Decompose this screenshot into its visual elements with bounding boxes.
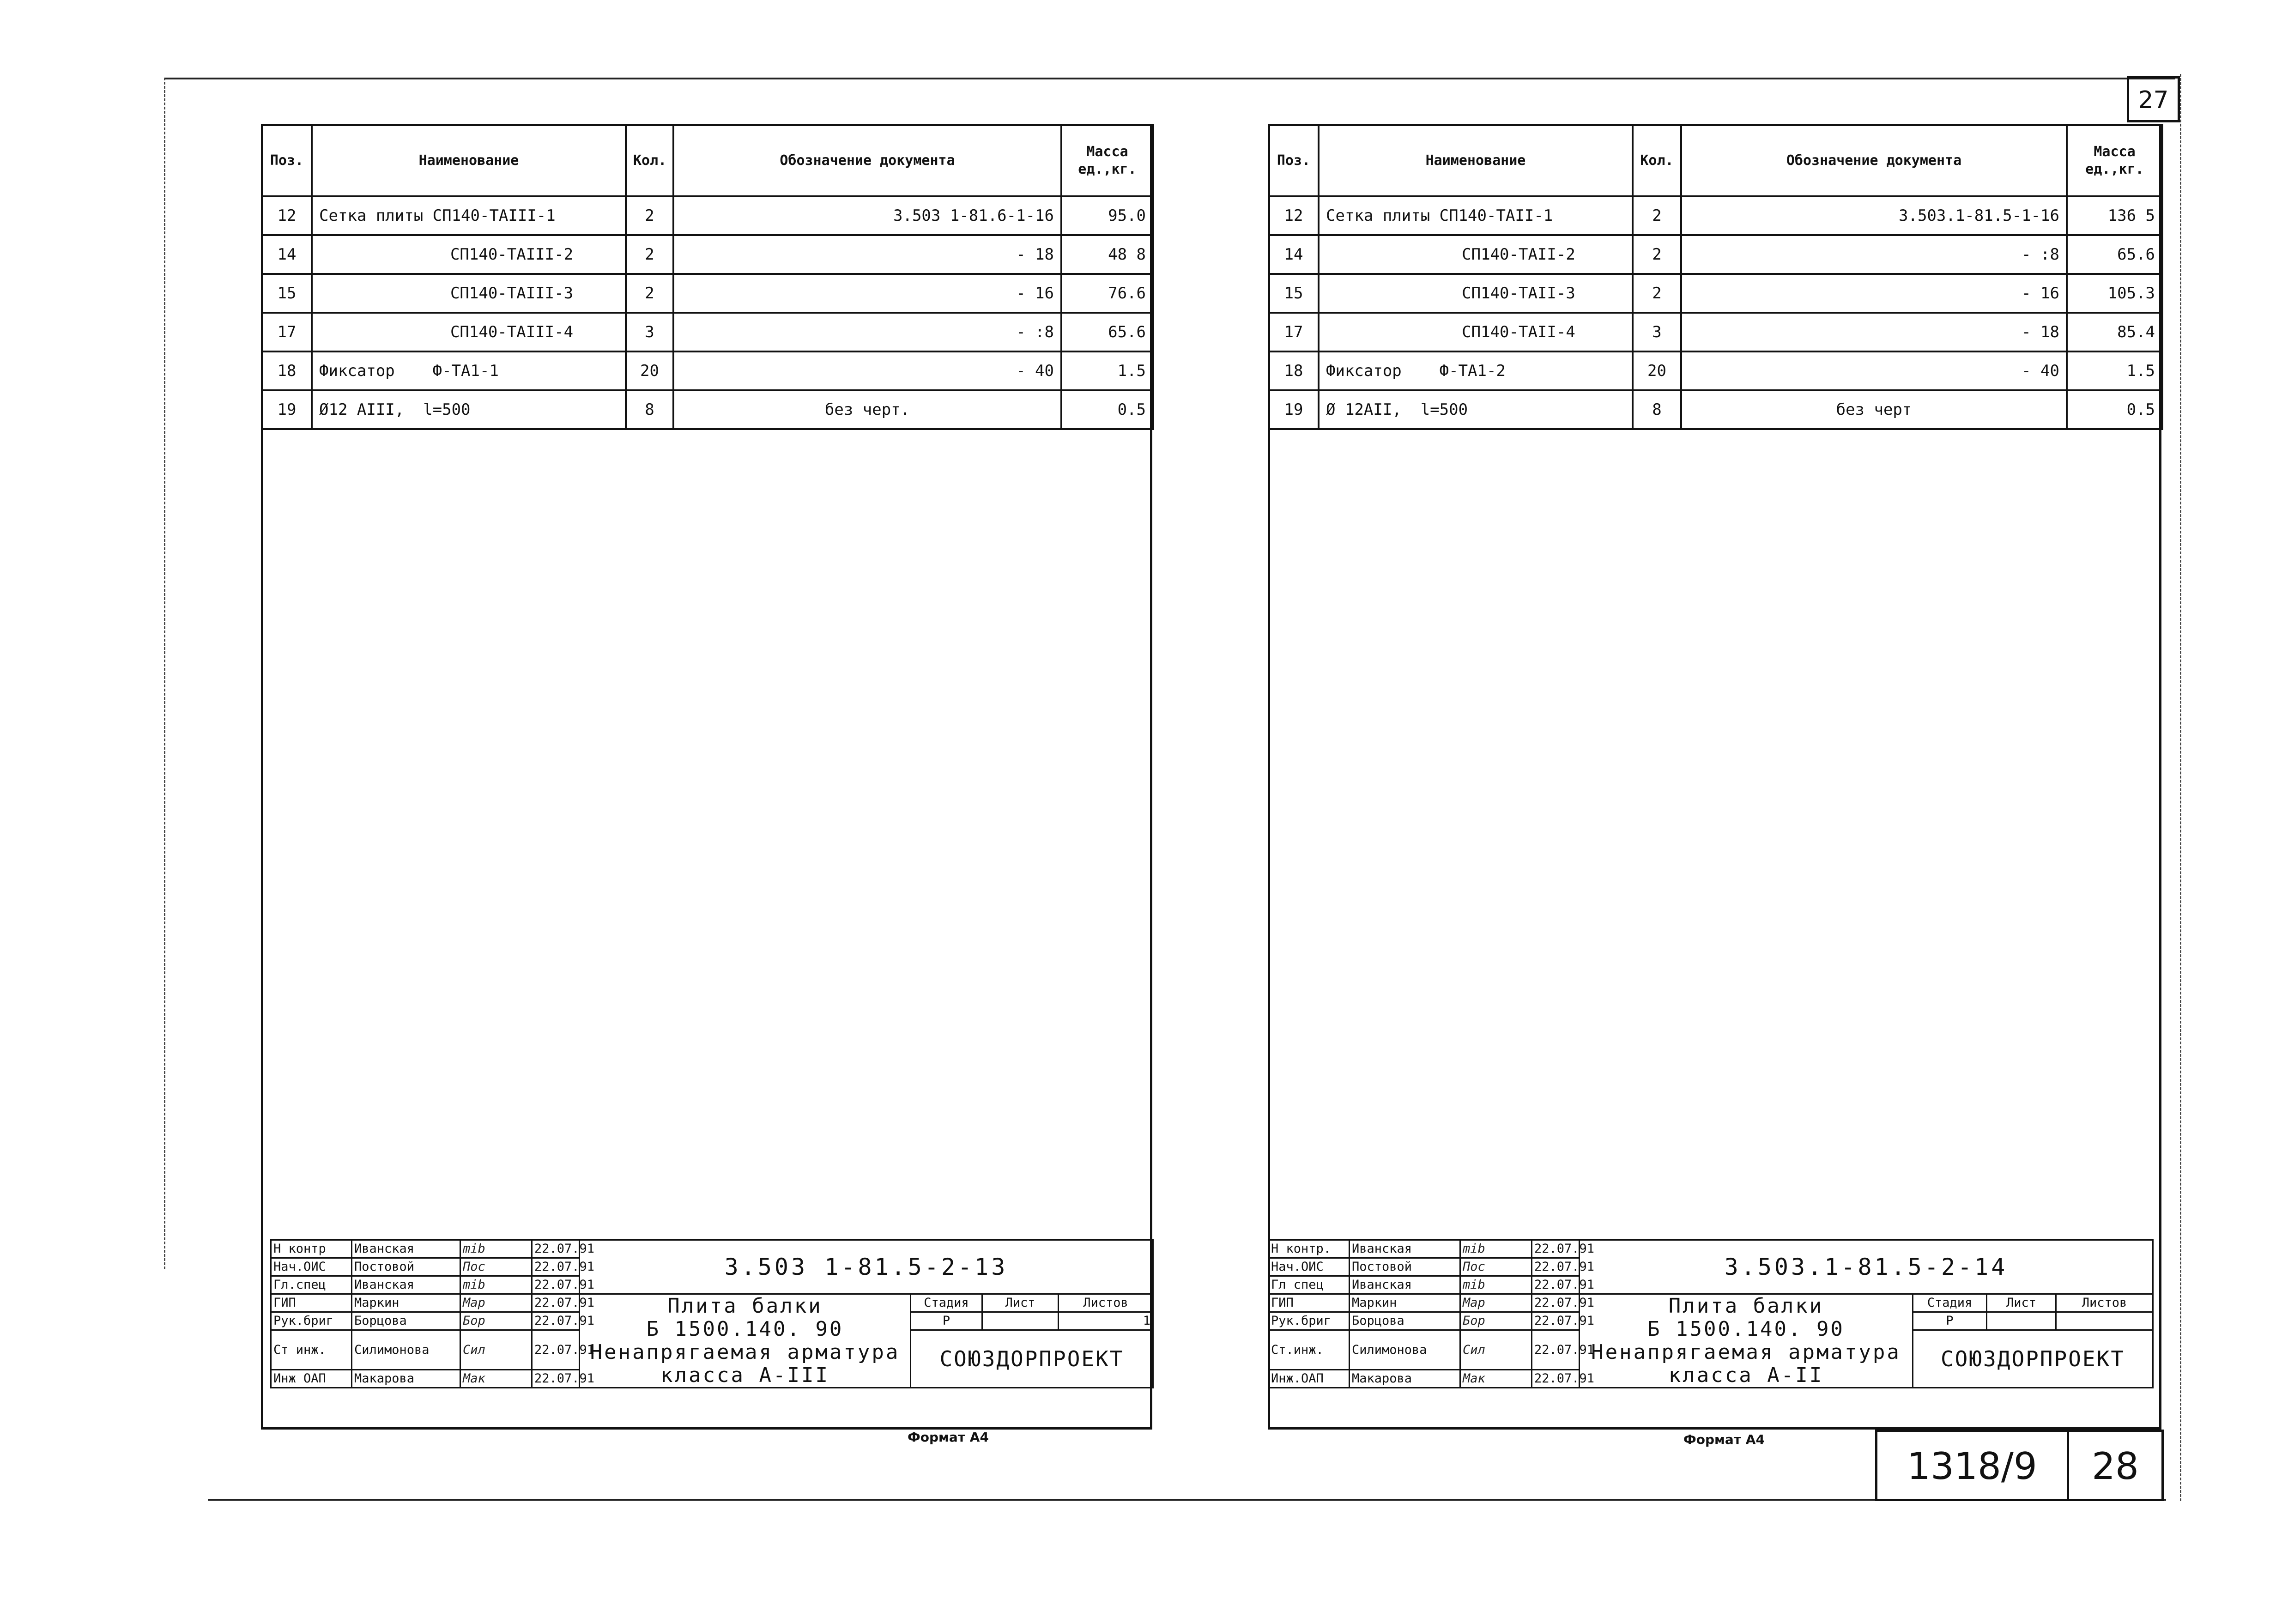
stamp-stage: Р	[911, 1312, 982, 1330]
cell-doc: без черт.	[673, 390, 1061, 429]
cell-doc: - 18	[673, 235, 1061, 274]
stamp-date: 22.07.91	[1532, 1240, 1580, 1258]
stamp-stage: Р	[1913, 1312, 1987, 1330]
cell-qty: 20	[1633, 351, 1681, 390]
cell-pos: 17	[1269, 313, 1319, 351]
cell-mass: 1.5	[1061, 351, 1153, 390]
frame-bottom-line	[208, 1499, 2166, 1501]
cell-pos: 15	[1269, 274, 1319, 313]
table-row	[262, 274, 1153, 313]
stamp-stage-label: Стадия	[1913, 1294, 1987, 1312]
top-page-number: 27	[2138, 86, 2169, 114]
cell-qty: 2	[626, 274, 673, 313]
cell-mass: 105.3	[2067, 274, 2162, 313]
stamp-role: Рук.бриг	[271, 1312, 352, 1330]
table-row	[1269, 196, 2162, 235]
stamp-person: Иванская	[1350, 1240, 1460, 1258]
stamp-date: 22.07.91	[1532, 1276, 1580, 1294]
table-row	[1269, 351, 2162, 390]
table-row	[262, 235, 1153, 274]
cell-mass: 0.5	[2067, 390, 2162, 429]
cell-doc: 3.503.1-81.5-1-16	[1681, 196, 2067, 235]
stamp-date: 22.07.91	[1532, 1330, 1580, 1370]
stamp-signature: Бор	[460, 1312, 532, 1330]
stamp-role: Ст.инж.	[1269, 1330, 1350, 1370]
stamp-signature: Сил	[1460, 1330, 1532, 1370]
cell-mass: 48 8	[1061, 235, 1153, 274]
table-header-row	[1269, 125, 2162, 196]
cell-qty: 2	[626, 235, 673, 274]
stamp-role: Гл спец	[1269, 1276, 1350, 1294]
stamp-signature: mib	[1460, 1240, 1532, 1258]
col-mass-header: Масса ед.,кг.	[1061, 125, 1153, 196]
stamp-title: Плита балки Б 1500.140. 90 Ненапрягаемая арматура класса А-III	[580, 1294, 911, 1388]
stamp-role: ГИП	[271, 1294, 352, 1312]
stamp-signature: Бор	[1460, 1312, 1532, 1330]
left-spec-table	[261, 124, 1154, 430]
stamp-person: Постовой	[1350, 1258, 1460, 1276]
stamp-person: Макарова	[352, 1370, 460, 1388]
col-name-header: Наименование	[1319, 125, 1633, 196]
stamp-signature: Мар	[460, 1294, 532, 1312]
table-row	[1269, 390, 2162, 429]
cell-name: СП140-ТАIII-3	[312, 274, 626, 313]
left-title-block	[270, 1239, 1154, 1388]
stamp-person: Макарова	[1350, 1370, 1460, 1388]
cell-qty: 2	[1633, 274, 1681, 313]
cell-doc: - 40	[1681, 351, 2067, 390]
stamp-signature: mib	[460, 1240, 532, 1258]
stamp-date: 22.07.91	[532, 1312, 580, 1330]
table-row	[262, 313, 1153, 351]
cell-pos: 14	[262, 235, 312, 274]
cell-name: Фиксатор Ф-ТА1-1	[312, 351, 626, 390]
stamp-title: Плита балки Б 1500.140. 90 Ненапрягаемая арматура класса А-II	[1580, 1294, 1913, 1388]
col-name-header: Наименование	[312, 125, 626, 196]
stamp-role: Инж.ОАП	[1269, 1370, 1350, 1388]
col-pos-header: Поз.	[1269, 125, 1319, 196]
stamp-date: 22.07.91	[532, 1276, 580, 1294]
stamp-sheet	[1987, 1312, 2056, 1330]
cell-name: Ø 12АII, l=500	[1319, 390, 1633, 429]
stamp-date: 22.07.91	[532, 1240, 580, 1258]
cell-qty: 8	[626, 390, 673, 429]
stamp-person: Силимонова	[352, 1330, 460, 1370]
album-number: 1318/9	[1907, 1445, 2037, 1488]
stamp-sheet	[982, 1312, 1059, 1330]
stamp-person: Иванская	[352, 1276, 460, 1294]
cell-doc: без черт	[1681, 390, 2067, 429]
stamp-person: Иванская	[1350, 1276, 1460, 1294]
left-format-label: Формат А4	[908, 1430, 989, 1445]
cell-mass: 136 5	[2067, 196, 2162, 235]
stamp-role: Ст инж.	[271, 1330, 352, 1370]
cell-name: Фиксатор Ф-ТА1-2	[1319, 351, 1633, 390]
cell-qty: 3	[626, 313, 673, 351]
cell-qty: 20	[626, 351, 673, 390]
frame-right-line	[2180, 74, 2181, 1501]
stamp-sheets: 1	[1059, 1312, 1153, 1330]
col-doc-header: Обозначение документа	[673, 125, 1061, 196]
stamp-date: 22.07.91	[532, 1330, 580, 1370]
page-number: 28	[2092, 1445, 2139, 1488]
album-number-box	[1875, 1430, 2069, 1501]
cell-name: СП140-ТАII-4	[1319, 313, 1633, 351]
table-row	[1269, 235, 2162, 274]
right-format-label: Формат А4	[1683, 1432, 1765, 1447]
frame-left-line	[164, 78, 165, 1269]
stamp-date: 22.07.91	[1532, 1370, 1580, 1388]
stamp-role: Нач.ОИС	[1269, 1258, 1350, 1276]
cell-mass: 1.5	[2067, 351, 2162, 390]
stamp-signature: Мак	[1460, 1370, 1532, 1388]
cell-pos: 19	[1269, 390, 1319, 429]
cell-pos: 12	[262, 196, 312, 235]
stamp-sheet-label: Лист	[1987, 1294, 2056, 1312]
stamp-stage-label: Стадия	[911, 1294, 982, 1312]
stamp-sheet-label: Лист	[982, 1294, 1059, 1312]
stamp-signature: mib	[1460, 1276, 1532, 1294]
cell-doc: 3.503 1-81.6-1-16	[673, 196, 1061, 235]
stamp-date: 22.07.91	[532, 1294, 580, 1312]
stamp-role: Н контр.	[1269, 1240, 1350, 1258]
cell-pos: 18	[1269, 351, 1319, 390]
page-number-box	[2067, 1430, 2164, 1501]
cell-qty: 2	[1633, 196, 1681, 235]
cell-pos: 18	[262, 351, 312, 390]
col-qty-header: Кол.	[626, 125, 673, 196]
stamp-person: Иванская	[352, 1240, 460, 1258]
stamp-signature: Пос	[1460, 1258, 1532, 1276]
cell-doc: - 18	[1681, 313, 2067, 351]
cell-pos: 12	[1269, 196, 1319, 235]
cell-mass: 85.4	[2067, 313, 2162, 351]
stamp-date: 22.07.91	[532, 1258, 580, 1276]
cell-qty: 8	[1633, 390, 1681, 429]
cell-name: СП140-ТАIII-2	[312, 235, 626, 274]
table-row	[1269, 313, 2162, 351]
stamp-doc-code: 3.503 1-81.5-2-13	[580, 1240, 1153, 1294]
stamp-person: Маркин	[1350, 1294, 1460, 1312]
cell-name: СП140-ТАII-2	[1319, 235, 1633, 274]
cell-name: СП140-ТАII-3	[1319, 274, 1633, 313]
cell-pos: 17	[262, 313, 312, 351]
stamp-person: Маркин	[352, 1294, 460, 1312]
cell-name: Сетка плиты СП140-ТАII-1	[1319, 196, 1633, 235]
col-mass-header: Масса ед.,кг.	[2067, 125, 2162, 196]
stamp-organization: СОЮЗДОРПРОЕКТ	[911, 1330, 1153, 1388]
stamp-role: Н контр	[271, 1240, 352, 1258]
stamp-person: Силимонова	[1350, 1330, 1460, 1370]
stamp-date: 22.07.91	[1532, 1312, 1580, 1330]
cell-name: Сетка плиты СП140-ТАIII-1	[312, 196, 626, 235]
cell-qty: 3	[1633, 313, 1681, 351]
stamp-person: Борцова	[352, 1312, 460, 1330]
cell-mass: 65.6	[1061, 313, 1153, 351]
cell-mass: 95.0	[1061, 196, 1153, 235]
cell-pos: 14	[1269, 235, 1319, 274]
stamp-role: ГИП	[1269, 1294, 1350, 1312]
cell-name: Ø12 АIII, l=500	[312, 390, 626, 429]
stamp-signature: Мар	[1460, 1294, 1532, 1312]
stamp-person: Борцова	[1350, 1312, 1460, 1330]
top-page-number-box	[2127, 76, 2180, 122]
stamp-signature: Пос	[460, 1258, 532, 1276]
cell-name: СП140-ТАIII-4	[312, 313, 626, 351]
cell-qty: 2	[1633, 235, 1681, 274]
stamp-date: 22.07.91	[1532, 1258, 1580, 1276]
col-qty-header: Кол.	[1633, 125, 1681, 196]
stamp-signature: Мак	[460, 1370, 532, 1388]
stamp-signature: mib	[460, 1276, 532, 1294]
table-header-row	[262, 125, 1153, 196]
stamp-doc-code: 3.503.1-81.5-2-14	[1580, 1240, 2153, 1294]
table-row	[1269, 274, 2162, 313]
right-title-block	[1268, 1239, 2154, 1388]
stamp-organization: СОЮЗДОРПРОЕКТ	[1913, 1330, 2153, 1388]
stamp-signature: Сил	[460, 1330, 532, 1370]
cell-doc: - 16	[1681, 274, 2067, 313]
col-doc-header: Обозначение документа	[1681, 125, 2067, 196]
cell-doc: - 16	[673, 274, 1061, 313]
cell-pos: 19	[262, 390, 312, 429]
stamp-role: Гл.спец	[271, 1276, 352, 1294]
col-pos-header: Поз.	[262, 125, 312, 196]
cell-mass: 76.6	[1061, 274, 1153, 313]
table-row	[262, 351, 1153, 390]
frame-top-line	[164, 78, 2175, 79]
stamp-sheets-label: Листов	[2056, 1294, 2153, 1312]
stamp-date: 22.07.91	[532, 1370, 580, 1388]
stamp-sheets-label: Листов	[1059, 1294, 1153, 1312]
cell-mass: 0.5	[1061, 390, 1153, 429]
stamp-role: Нач.ОИС	[271, 1258, 352, 1276]
stamp-person: Постовой	[352, 1258, 460, 1276]
cell-doc: - :8	[673, 313, 1061, 351]
stamp-sheets	[2056, 1312, 2153, 1330]
right-spec-table	[1268, 124, 2163, 430]
stamp-date: 22.07.91	[1532, 1294, 1580, 1312]
table-row	[262, 390, 1153, 429]
stamp-role: Рук.бриг	[1269, 1312, 1350, 1330]
cell-pos: 15	[262, 274, 312, 313]
cell-doc: - 40	[673, 351, 1061, 390]
cell-doc: - :8	[1681, 235, 2067, 274]
cell-mass: 65.6	[2067, 235, 2162, 274]
table-row	[262, 196, 1153, 235]
cell-qty: 2	[626, 196, 673, 235]
stamp-role: Инж ОАП	[271, 1370, 352, 1388]
